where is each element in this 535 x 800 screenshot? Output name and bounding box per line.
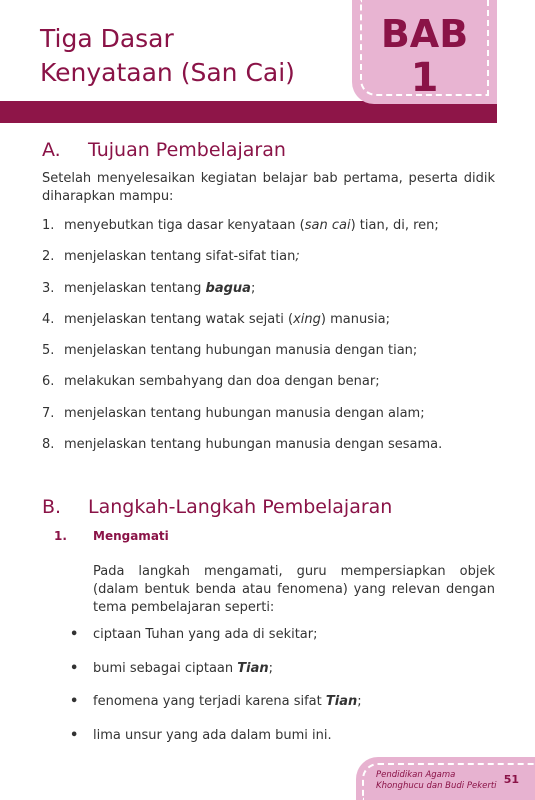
list-item: • bumi sebagai ciptaan Tian;: [70, 660, 274, 676]
section-letter: A.: [42, 139, 61, 161]
bullet-icon: •: [70, 627, 79, 642]
list-item: 6. melakukan sembahyang dan doa dengan benar;: [42, 374, 380, 390]
step-heading: [54, 528, 169, 544]
list-item: • fenomena yang terjadi karena sifat Tian;: [70, 694, 362, 710]
objectives-list: [42, 218, 442, 468]
list-item: 5. menjelaskan tentang hubungan manusia dengan tian;: [42, 343, 418, 359]
list-item: 4. menjelaskan tentang watak sejati (xing) manusia;: [42, 311, 390, 327]
book-title-line: Pendidikan Agama: [376, 770, 456, 780]
step-number: 1.: [54, 529, 67, 543]
section-title: Tujuan Pembelajaran: [88, 139, 286, 161]
chapter-title-line: Tiga Dasar: [40, 24, 174, 53]
bullet-icon: •: [70, 694, 79, 710]
list-item: 3. menjelaskan tentang bagua;: [42, 280, 256, 296]
list-item: 2. menjelaskan tentang sifat-sifat tian;: [42, 249, 300, 265]
list-item: • ciptaan Tuhan yang ada di sekitar;: [70, 627, 318, 642]
chapter-title-line: Kenyataan (San Cai): [40, 58, 295, 87]
list-item: 1. menyebutkan tiga dasar kenyataan (san cai) tian, di, ren;: [42, 218, 439, 233]
section-b-heading: [42, 495, 392, 519]
section-a-heading: [42, 138, 286, 162]
book-title: [376, 770, 497, 792]
step-description: Pada langkah mengamati, guru mempersiapkan objek (dalam bentuk benda atau fenomena) yang relevan dengan tema pembelajaran seperti:: [93, 564, 495, 615]
bullet-icon: •: [70, 660, 79, 676]
page-number: 51: [503, 773, 519, 786]
badge-number: 1: [410, 55, 439, 101]
book-title-line: Khonghucu dan Budi Pekerti: [376, 781, 497, 791]
list-item: 7. menjelaskan tentang hubungan manusia dengan alam;: [42, 405, 425, 421]
examples-list: [70, 627, 362, 762]
list-item: • lima unsur yang ada dalam bumi ini.: [70, 728, 332, 744]
chapter-badge: [352, 0, 497, 104]
page-footer: [356, 757, 535, 800]
chapter-title: [40, 22, 295, 90]
step-title: Mengamati: [93, 529, 169, 543]
section-letter: B.: [42, 496, 62, 518]
list-item: 8. menjelaskan tentang hubungan manusia dengan sesama.: [42, 437, 443, 453]
section-title: Langkah-Langkah Pembelajaran: [88, 496, 393, 518]
badge-word: BAB: [380, 12, 469, 56]
bullet-icon: •: [70, 728, 79, 744]
title-rule: [0, 101, 497, 123]
section-a-intro: Setelah menyelesaikan kegiatan belajar bab pertama, peserta didik diharapkan mampu:: [42, 171, 495, 204]
